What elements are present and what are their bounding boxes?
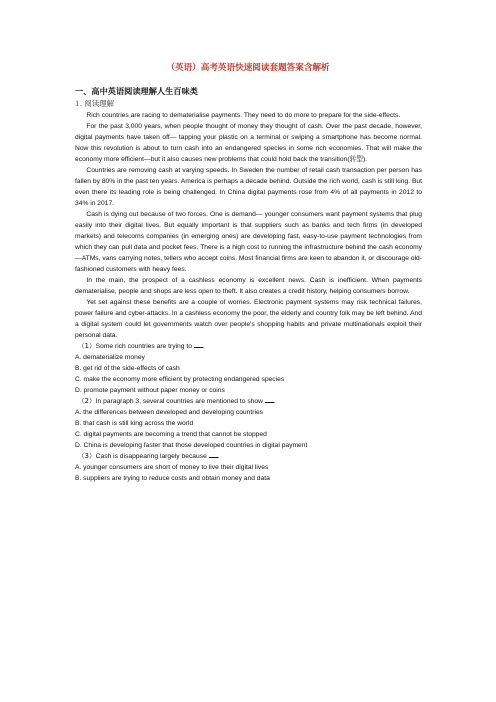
section-heading: 一、高中英语阅读理解人生百味类 — [75, 86, 198, 96]
answer-option: B. get rid of the side-effects of cash — [75, 365, 180, 372]
passage-paragraph: In the main, the prospect of a cashless economy is excellent news. Cash is inefficient. When payments dematerialise, people and shops are less open to theft. It also creates a credit history, helping consumers borrow. — [75, 277, 422, 295]
answer-option: A. dematerialize money — [75, 354, 145, 361]
article-body — [75, 110, 422, 484]
answer-blank — [265, 396, 274, 403]
answer-option: B. that cash is still king across the world — [75, 420, 194, 427]
answer-option: D. promote payment without paper money or coins — [75, 387, 225, 394]
answer-option: C. make the economy more efficient by protecting endangered species — [75, 376, 285, 383]
subsection-number: 1. — [75, 99, 83, 108]
passage-paragraph: Countries are removing cash at varying speeds. In Sweden the number of retail cash transaction per person has fallen by 80% in the past ten years. America is perhaps a decade behind. Outside the rich world, cash is still king. But even there its leading role is being challenged. In China digital payments rose from 4% of all payments in 2012 to 34% in 2017. — [75, 167, 422, 207]
answer-option: A. younger consumers are short of money to live their digital lives — [75, 464, 269, 471]
subsection-label: 阅读理解 — [84, 99, 114, 108]
answer-blank — [209, 451, 218, 458]
passage-paragraph: Yet set against these benefits are a couple of worries. Electronic payment systems may risk technical failures, power failure and cyber-attacks. In a cashless economy the poor, the elderly and country folk may be left behind. And a digital system could let governments watch over people's shopping habits and private multinationals exploit their personal data. — [75, 299, 422, 339]
answer-option: B. suppliers are trying to reduce costs and obtain money and data — [75, 475, 270, 482]
document-title: （英语）高考英语快速阅读套题答案含解析 — [166, 63, 330, 73]
passage-paragraph: For the past 3,000 years, when people thought of money they thought of cash. Over the past decade, however, digital payments have taken off— tapping your plastic on a terminal or swiping a smartphone has become normal. Now this revolution is about to turn cash into an endangered species in some rich economies. That will make the economy more efficient—but it also causes new problems that could hold back the transition(转型). — [75, 123, 422, 163]
subsection-heading — [75, 98, 114, 109]
question-stem: （1）Some rich countries are trying to . — [78, 342, 205, 350]
answer-blank — [194, 341, 203, 348]
passage-paragraph: Rich countries are racing to dematerialise payments. They need to do more to prepare for the side-effects. — [86, 112, 401, 119]
question-stem: （3）Cash is disappearing largely because . — [78, 452, 220, 460]
answer-option: D. China is developing faster that those developed countries in digital payment — [75, 442, 308, 449]
answer-option: A. the differences between developed and developing countries — [75, 409, 264, 416]
answer-option: C. digital payments are becoming a trend that cannot be stopped — [75, 431, 267, 438]
question-stem: （2）In paragraph 3, several countries are mentioned to show . — [78, 397, 276, 405]
passage-paragraph: Cash is dying out because of two forces. One is demand— younger consumers want payment systems that plug easily into their digital lives. But equally important is that suppliers such as banks and tech firms (in developed markets) and telecoms companies (in emerging ones) are developing fast, easy-to-use payment technologies from which they can pull data and pocket fees. There is a high cost to running the infrastructure behind the cash economy—ATMs, vans carrying notes, tellers who accept coins. Most financial firms are keen to abandon it, or discourage old-fashioned customers with heavy fees. — [75, 211, 422, 273]
